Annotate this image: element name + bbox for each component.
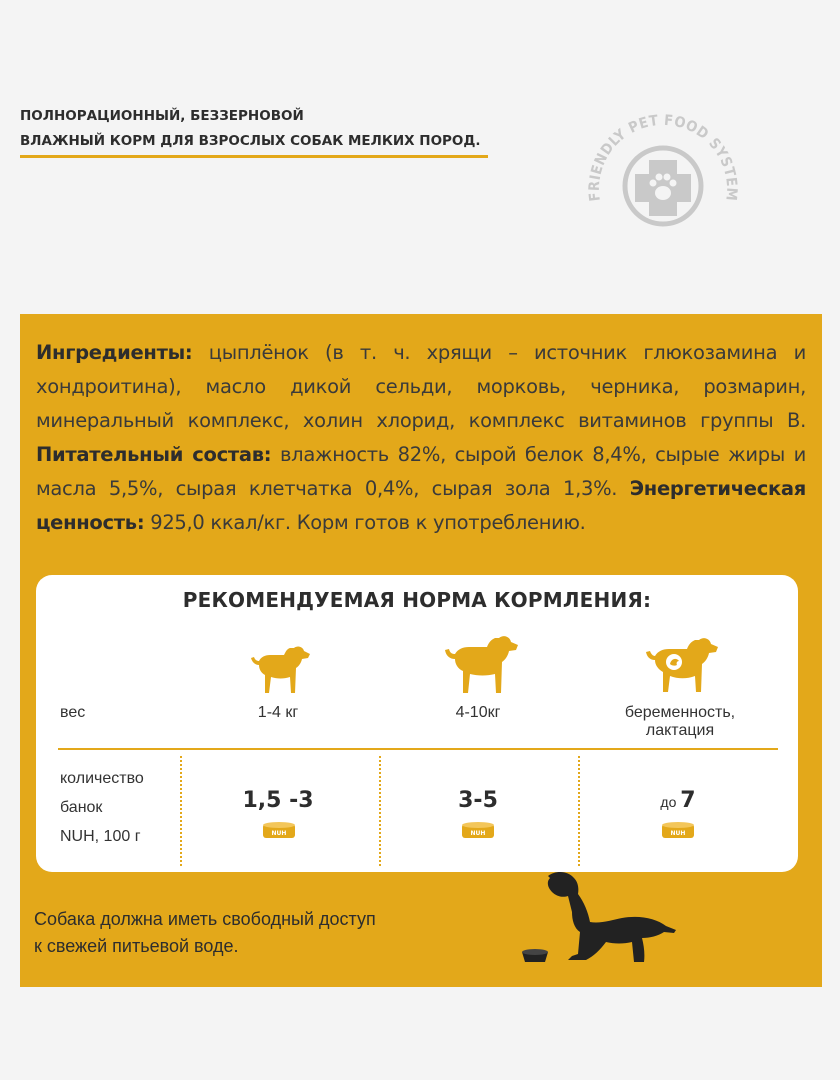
can-label: NUH bbox=[271, 830, 287, 837]
nutrition-values: влажность 82%, сырой белок 8,4%, сырые жиры и масла 5,5%, сырая клетчатка 0,4%, сырая зола 1,3%. bbox=[36, 443, 806, 500]
quantity-col-3 bbox=[628, 788, 728, 813]
feeding-title: РЕКОМЕНДУЕМАЯ НОРМА КОРМЛЕНИЯ: bbox=[182, 588, 652, 612]
weight-col-3 bbox=[600, 704, 760, 740]
weight-col-1: 1-4 кг bbox=[257, 704, 299, 721]
can-label: NUH bbox=[470, 830, 486, 837]
can-label: NUH bbox=[670, 830, 686, 837]
can-icon bbox=[661, 821, 695, 839]
sitting-dog-icon bbox=[518, 868, 678, 968]
friendly-pet-food-badge bbox=[583, 98, 743, 258]
quantity-label-line-2: банок bbox=[60, 799, 103, 816]
quantity-col-1: 1,5 -3 bbox=[242, 788, 314, 813]
small-dog-icon bbox=[244, 644, 312, 696]
paw-cross-icon bbox=[625, 148, 701, 224]
column-divider-1 bbox=[180, 756, 182, 866]
column-divider-2 bbox=[379, 756, 381, 866]
quantity-col-3-value: 7 bbox=[680, 788, 696, 813]
quantity-label-line-3: NUH, 100 г bbox=[60, 828, 141, 845]
ingredients-label: Ингредиенты: bbox=[36, 341, 193, 364]
product-description bbox=[20, 104, 490, 154]
ingredients-text bbox=[36, 336, 806, 540]
can-icon bbox=[262, 821, 296, 839]
quantity-label bbox=[60, 764, 144, 851]
header-divider bbox=[20, 155, 488, 158]
water-note-line-2: к свежей питьевой воде. bbox=[34, 936, 239, 956]
column-divider-3 bbox=[578, 756, 580, 866]
table-divider bbox=[58, 748, 778, 750]
nutrition-label: Питательный состав: bbox=[36, 443, 272, 466]
water-note bbox=[34, 906, 376, 960]
pregnant-dog-icon bbox=[640, 636, 720, 694]
medium-dog-icon bbox=[437, 634, 521, 696]
weight-col-2: 4-10кг bbox=[455, 704, 501, 721]
can-icon bbox=[461, 821, 495, 839]
ingredients-list: цыплёнок (в т. ч. хрящи – источник глюкозамина и хондроитина), масло дикой сельди, морковь, черника, розмарин, минеральный комплекс, холин хлорид, комплекс витаминов группы В. bbox=[36, 341, 806, 432]
weight-col-3-line-2: лактация bbox=[645, 722, 715, 739]
energy-value: 925,0 ккал/кг. Корм готов к употреблению. bbox=[144, 511, 586, 534]
weight-label: вес bbox=[60, 704, 86, 721]
quantity-label-line-1: количество bbox=[60, 770, 144, 787]
product-description-line-1: ПОЛНОРАЦИОННЫЙ, БЕЗЗЕРНОВОЙ bbox=[20, 108, 304, 124]
weight-col-3-line-1: беременность, bbox=[624, 704, 736, 721]
badge-text: FRIENDLY PET FOOD SYSTEM bbox=[586, 112, 740, 203]
quantity-col-2: 3-5 bbox=[458, 788, 498, 813]
energy-label: Энергетическая ценность: bbox=[36, 477, 806, 534]
quantity-col-3-prefix: до bbox=[660, 794, 681, 810]
product-description-line-2: ВЛАЖНЫЙ КОРМ ДЛЯ ВЗРОСЛЫХ СОБАК МЕЛКИХ ПОРОД. bbox=[20, 133, 481, 149]
water-note-line-1: Собака должна иметь свободный доступ bbox=[34, 909, 376, 929]
